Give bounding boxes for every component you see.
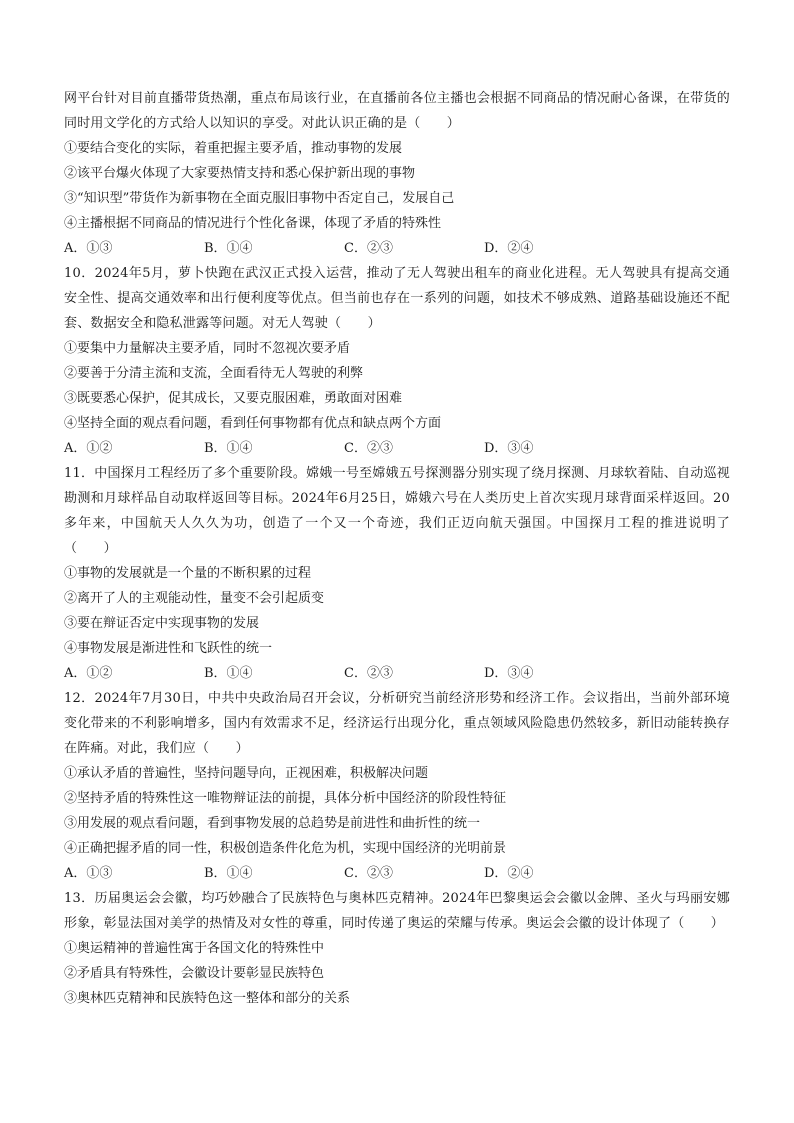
question-11-item-2: ②离开了人的主观能动性，量变不会引起质变 bbox=[64, 591, 325, 606]
choice-a: A．①③ bbox=[64, 241, 113, 256]
choice-b: B．①④ bbox=[204, 666, 253, 681]
choice-d: D．②④ bbox=[484, 866, 534, 881]
choice-b: B．①④ bbox=[204, 866, 253, 881]
question-10 bbox=[64, 261, 730, 461]
choice-a: A．①② bbox=[64, 441, 113, 456]
question-9 bbox=[64, 86, 730, 261]
question-13-stem: 13．历届奥运会会徽，均巧妙融合了民族特色与奥林匹克精神。2024年巴黎奥运会会徽以金牌、圣火与玛丽安娜形象，彰显法国对美学的热情及对女性的尊重，同时传递了奥运的荣耀与传承。奥运会会徽的设计体现了（ ） bbox=[64, 891, 730, 931]
question-10-item-3: ③既要悉心保护，促其成长，又要克服困难，勇敢面对困难 bbox=[64, 391, 403, 406]
choice-c: C．②③ bbox=[344, 666, 393, 681]
question-13-item-2: ②矛盾具有特殊性，会徽设计要彰显民族特色 bbox=[64, 966, 325, 981]
question-list bbox=[64, 86, 730, 1011]
question-13-item-1: ①奥运精神的普遍性寓于各国文化的特殊性中 bbox=[64, 941, 325, 956]
question-11-stem: 11．中国探月工程经历了多个重要阶段。嫦娥一号至嫦娥五号探测器分别实现了绕月探测、月球软着陆、自动巡视勘测和月球样品自动取样返回等目标。2024年6月25日，嫦娥六号在人类历史上首次实现月球背面采样返回。20多年来，中国航天人久久为功，创造了一个又一个奇迹，我们正迈向航天强国。中国探月工程的推进说明了（ ） bbox=[64, 466, 730, 556]
question-12-item-4: ④正确把握矛盾的同一性，积极创造条件化危为机，实现中国经济的光明前景 bbox=[64, 841, 507, 856]
question-11-item-4: ④事物发展是渐进性和飞跃性的统一 bbox=[64, 641, 273, 656]
question-10-choices bbox=[64, 436, 730, 461]
choice-d: D．③④ bbox=[484, 441, 534, 456]
question-12-item-1: ①承认矛盾的普遍性，坚持问题导向，正视困难，积极解决问题 bbox=[64, 766, 429, 781]
question-10-item-2: ②要善于分清主流和支流，全面看待无人驾驶的利弊 bbox=[64, 366, 364, 381]
question-12 bbox=[64, 686, 730, 886]
question-11-item-3: ③要在辩证否定中实现事物的发展 bbox=[64, 616, 260, 631]
question-11-choices bbox=[64, 661, 730, 686]
question-13 bbox=[64, 886, 730, 1011]
question-9-item-4: ④主播根据不同商品的情况进行个性化备课，体现了矛盾的特殊性 bbox=[64, 216, 442, 231]
choice-b: B．①④ bbox=[204, 441, 253, 456]
choice-c: C．②③ bbox=[344, 241, 393, 256]
question-10-item-4: ④坚持全面的观点看问题，看到任何事物都有优点和缺点两个方面 bbox=[64, 416, 442, 431]
question-9-item-1: ①要结合变化的实际，着重把握主要矛盾，推动事物的发展 bbox=[64, 141, 403, 156]
question-10-item-1: ①要集中力量解决主要矛盾，同时不忽视次要矛盾 bbox=[64, 341, 351, 356]
question-9-item-2: ②该平台爆火体现了大家要热情支持和悉心保护新出现的事物 bbox=[64, 166, 416, 181]
choice-d: D．②④ bbox=[484, 241, 534, 256]
question-11-item-1: ①事物的发展就是一个量的不断积累的过程 bbox=[64, 566, 312, 581]
choice-d: D．③④ bbox=[484, 666, 534, 681]
choice-c: C．②③ bbox=[344, 441, 393, 456]
question-12-item-3: ③用发展的观点看问题，看到事物发展的总趋势是前进性和曲折性的统一 bbox=[64, 816, 481, 831]
question-13-item-3: ③奥林匹克精神和民族特色这一整体和部分的关系 bbox=[64, 991, 351, 1006]
choice-c: C．②③ bbox=[344, 866, 393, 881]
choice-a: A．①② bbox=[64, 666, 113, 681]
question-12-item-2: ②坚持矛盾的特殊性这一唯物辩证法的前提，具体分析中国经济的阶段性特征 bbox=[64, 791, 507, 806]
choice-b: B．①④ bbox=[204, 241, 253, 256]
question-12-stem: 12．2024年7月30日，中共中央政治局召开会议，分析研究当前经济形势和经济工作。会议指出，当前外部环境变化带来的不利影响增多，国内有效需求不足，经济运行出现分化，重点领域风险隐患仍然较多，新旧动能转换存在阵痛。对此，我们应（ ） bbox=[64, 691, 730, 756]
question-11 bbox=[64, 461, 730, 686]
question-9-stem: 网平台针对目前直播带货热潮，重点布局该行业，在直播前各位主播也会根据不同商品的情况耐心备课，在带货的同时用文学化的方式给人以知识的享受。对此认识正确的是（ ） bbox=[64, 91, 730, 131]
question-9-item-3: ③“知识型”带货作为新事物在全面克服旧事物中否定自己，发展自己 bbox=[64, 191, 455, 206]
question-10-stem: 10．2024年5月，萝卜快跑在武汉正式投入运营，推动了无人驾驶出租车的商业化进程。无人驾驶具有提高交通安全性、提高交通效率和出行便利度等优点。但当前也存在一系列的问题，如技术不够成熟、道路基础设施还不配套、数据安全和隐私泄露等问题。对无人驾驶（ ） bbox=[64, 266, 730, 331]
question-12-choices bbox=[64, 861, 730, 886]
question-9-choices bbox=[64, 236, 730, 261]
choice-a: A．①③ bbox=[64, 866, 113, 881]
